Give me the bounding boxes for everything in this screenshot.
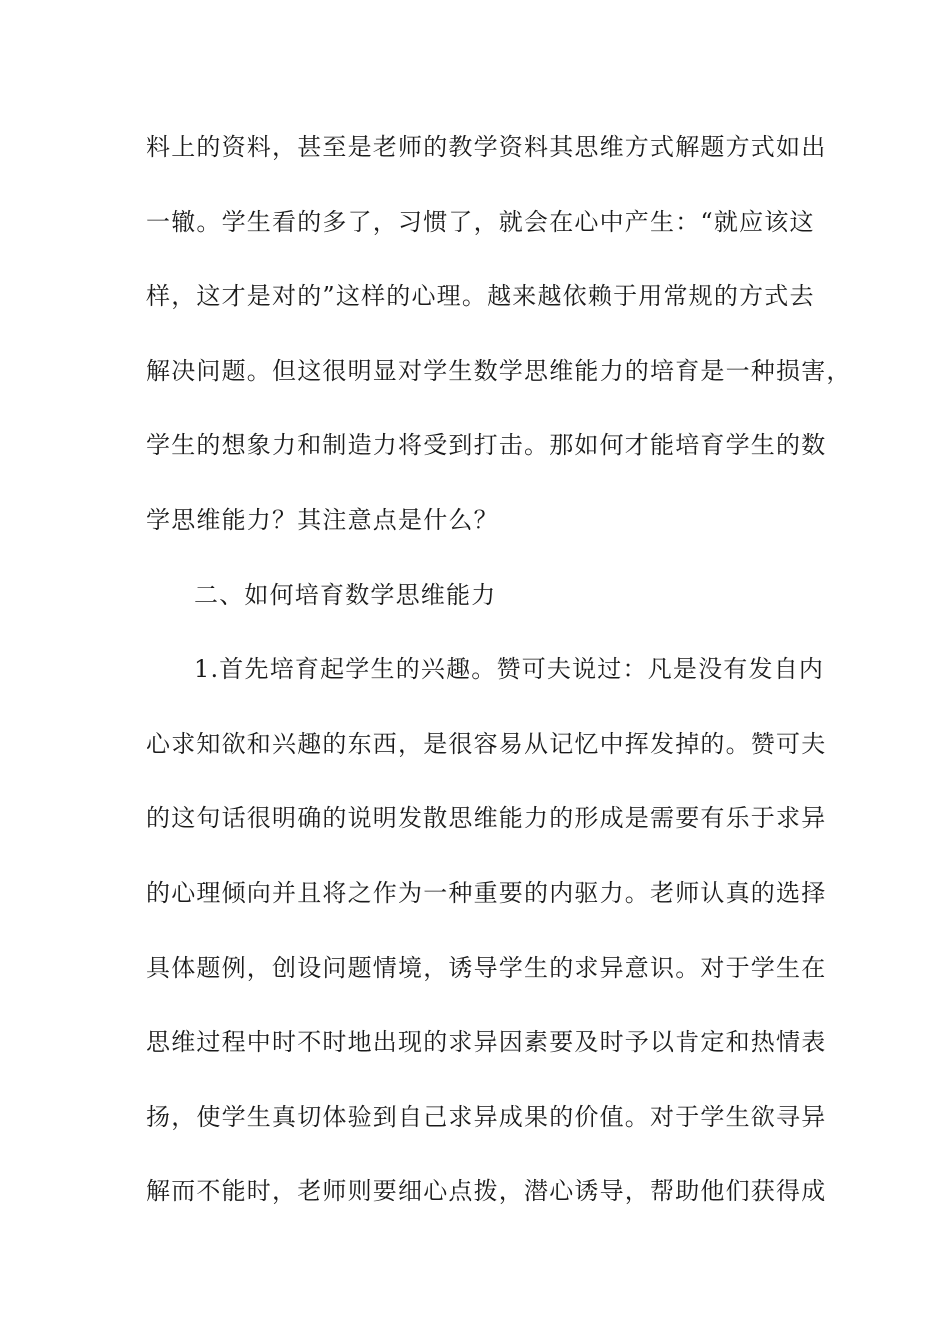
text-line: 具体题例，创设问题情境，诱导学生的求异意识。对于学生在	[146, 953, 827, 982]
body-text	[146, 127, 852, 1246]
text-line: 样，这才是对的”这样的心理。越来越依赖于用常规的方式去	[146, 282, 815, 311]
text-line: 思维过程中时不时地出现的求异因素要及时予以肯定和热情表	[146, 1028, 827, 1057]
text-line: 1.首先培育起学生的兴趣。赞可夫说过：凡是没有发自内	[194, 655, 825, 684]
text-line: 解决问题。但这很明显对学生数学思维能力的培育是一种损害，	[146, 356, 852, 385]
text-line: 解而不能时，老师则要细心点拨，潜心诱导，帮助他们获得成	[146, 1177, 827, 1206]
text-line: 心求知欲和兴趣的东西，是很容易从记忆中挥发掉的。赞可夫	[146, 729, 827, 758]
text-line: 料上的资料，甚至是老师的教学资料其思维方式解题方式如出	[146, 133, 827, 161]
section-heading: 二、如何培育数学思维能力	[194, 580, 497, 609]
text-line: 一辙。学生看的多了，习惯了，就会在心中产生：“就应该这	[146, 207, 815, 236]
text-line: 的心理倾向并且将之作为一种重要的内驱力。老师认真的选择	[146, 878, 827, 907]
text-line: 扬，使学生真切体验到自己求异成果的价值。对于学生欲寻异	[146, 1102, 827, 1131]
text-line: 的这句话很明确的说明发散思维能力的形成是需要有乐于求异	[146, 804, 827, 833]
text-line: 学生的想象力和制造力将受到打击。那如何才能培育学生的数	[146, 431, 827, 460]
text-line: 学思维能力？其注意点是什么？	[146, 505, 499, 534]
